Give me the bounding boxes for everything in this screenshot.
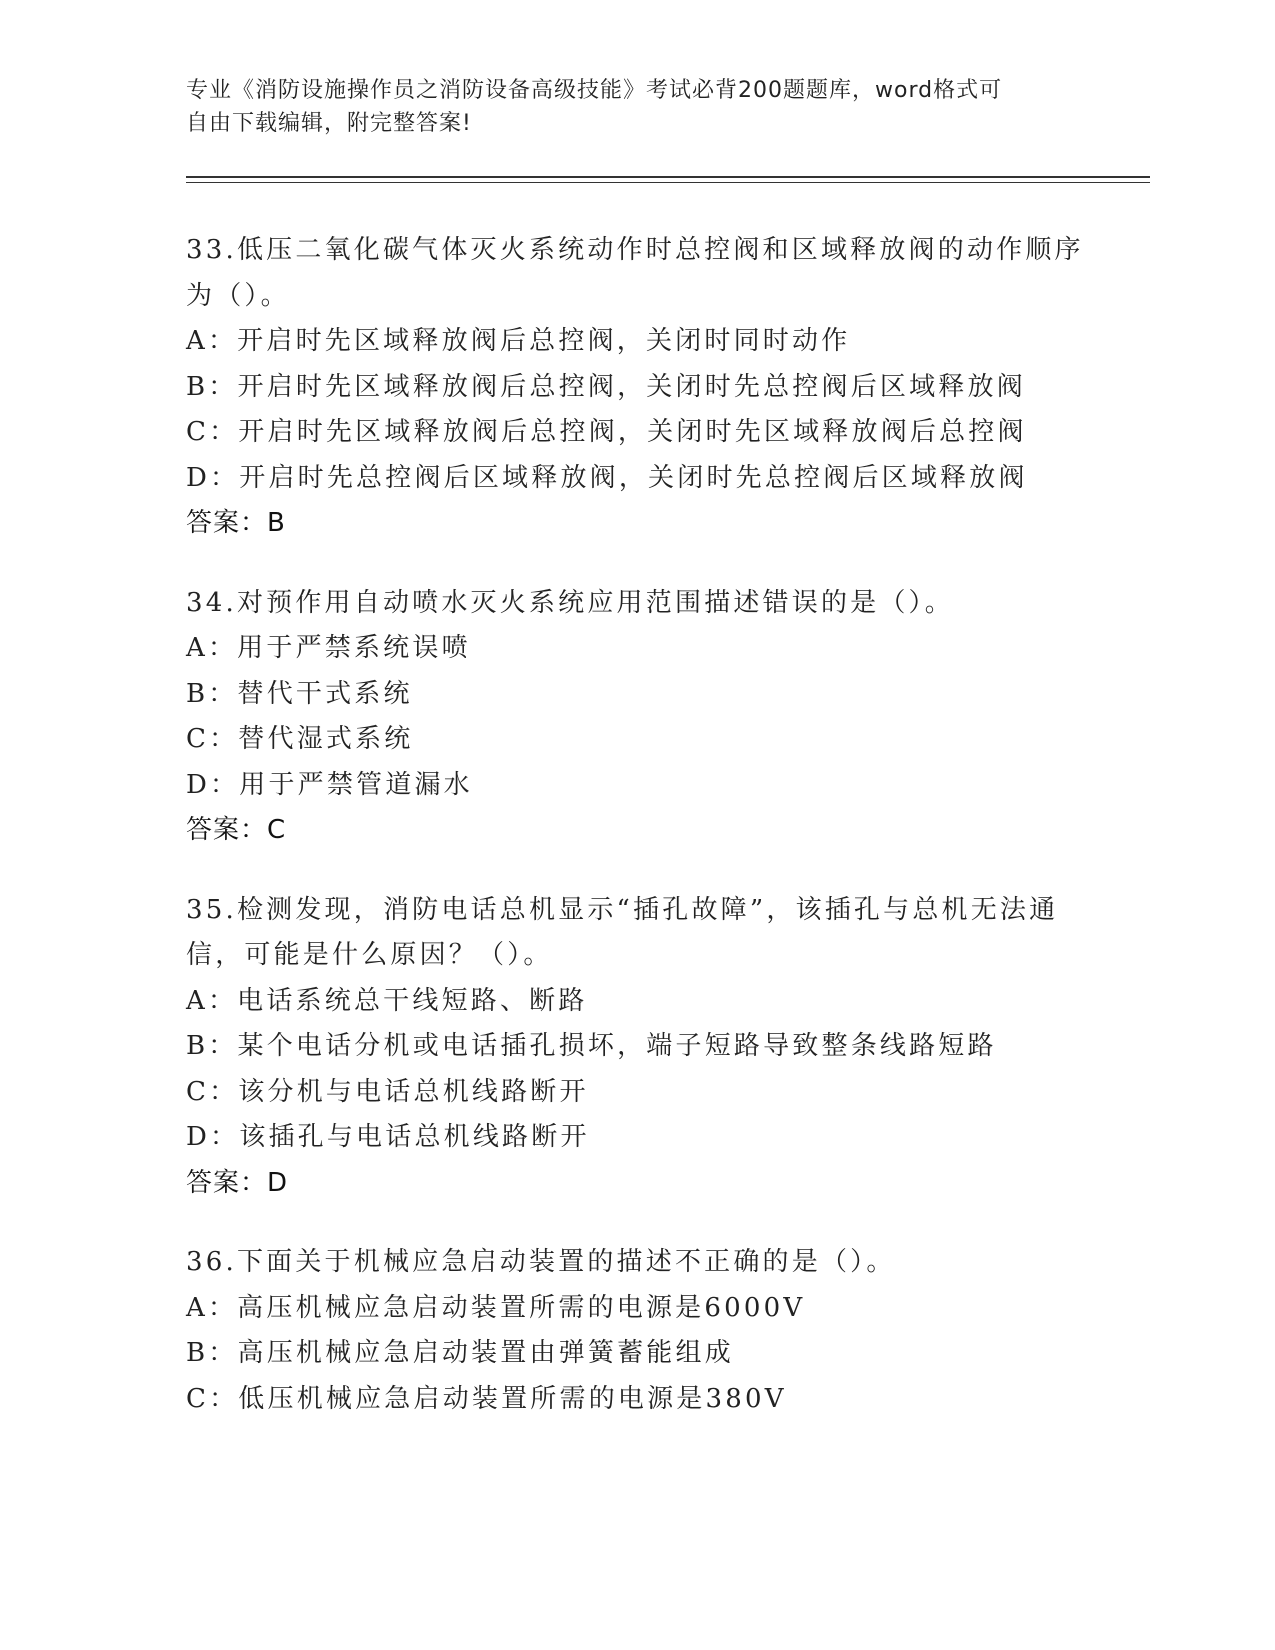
option-d: D：该插孔与电话总机线路断开: [186, 1122, 590, 1152]
question-text-line-2: 为（）。: [186, 280, 290, 311]
question-text-line-1: 36.下面关于机械应急启动装置的描述不正确的是（）。: [186, 1247, 896, 1277]
option-b: B：开启时先区域释放阀后总控阀，关闭时先总控阀后区域释放阀: [186, 371, 1026, 402]
option-a: A：用于严禁系统误喷: [186, 633, 471, 663]
option-c: C：替代湿式系统: [186, 724, 414, 754]
document-header: [186, 74, 1066, 140]
option-c: C：开启时先区域释放阀后总控阀，关闭时先区域释放阀后总控阀: [186, 417, 1027, 447]
question-35: [186, 888, 1086, 1207]
question-text-line-1: 34.对预作用自动喷水灭火系统应用范围描述错误的是（）。: [186, 587, 954, 618]
option-d: D：用于严禁管道漏水: [186, 769, 473, 800]
question-text-line-1: 33.低压二氧化碳气体灭火系统动作时总控阀和区域释放阀的动作顺序: [186, 235, 1084, 265]
option-a: A：开启时先区域释放阀后总控阀，关闭时同时动作: [186, 326, 851, 356]
option-d: D：开启时先总控阀后区域释放阀，关闭时先总控阀后区域释放阀: [186, 462, 1028, 493]
header-line-1: 专业《消防设施操作员之消防设备高级技能》考试必背200题题库，word格式可: [186, 78, 1003, 103]
option-b: B：高压机械应急启动装置由弹簧蓄能组成: [186, 1338, 734, 1368]
header-line-2: 自由下载编辑，附完整答案!: [186, 111, 472, 136]
option-c: C：低压机械应急启动装置所需的电源是380V: [186, 1383, 787, 1414]
header-divider: [186, 176, 1150, 183]
option-a: A：电话系统总干线短路、断路: [186, 985, 588, 1016]
question-36: [186, 1240, 1086, 1422]
answer: 答案：B: [186, 508, 286, 538]
option-b: B：替代干式系统: [186, 678, 413, 709]
question-33: [186, 228, 1086, 547]
answer: 答案：D: [186, 1167, 289, 1198]
answer: 答案：C: [186, 815, 287, 845]
question-text-line-2: 信，可能是什么原因？（）。: [186, 940, 553, 970]
question-text-line-1: 35.检测发现，消防电话总机显示“插孔故障”，该插孔与总机无法通: [186, 894, 1059, 925]
option-b: B：某个电话分机或电话插孔损坏，端子短路导致整条线路短路: [186, 1031, 997, 1061]
option-a: A：高压机械应急启动装置所需的电源是6000V: [186, 1292, 806, 1323]
option-c: C：该分机与电话总机线路断开: [186, 1076, 589, 1107]
question-list: [186, 228, 1086, 1456]
question-34: [186, 581, 1086, 854]
